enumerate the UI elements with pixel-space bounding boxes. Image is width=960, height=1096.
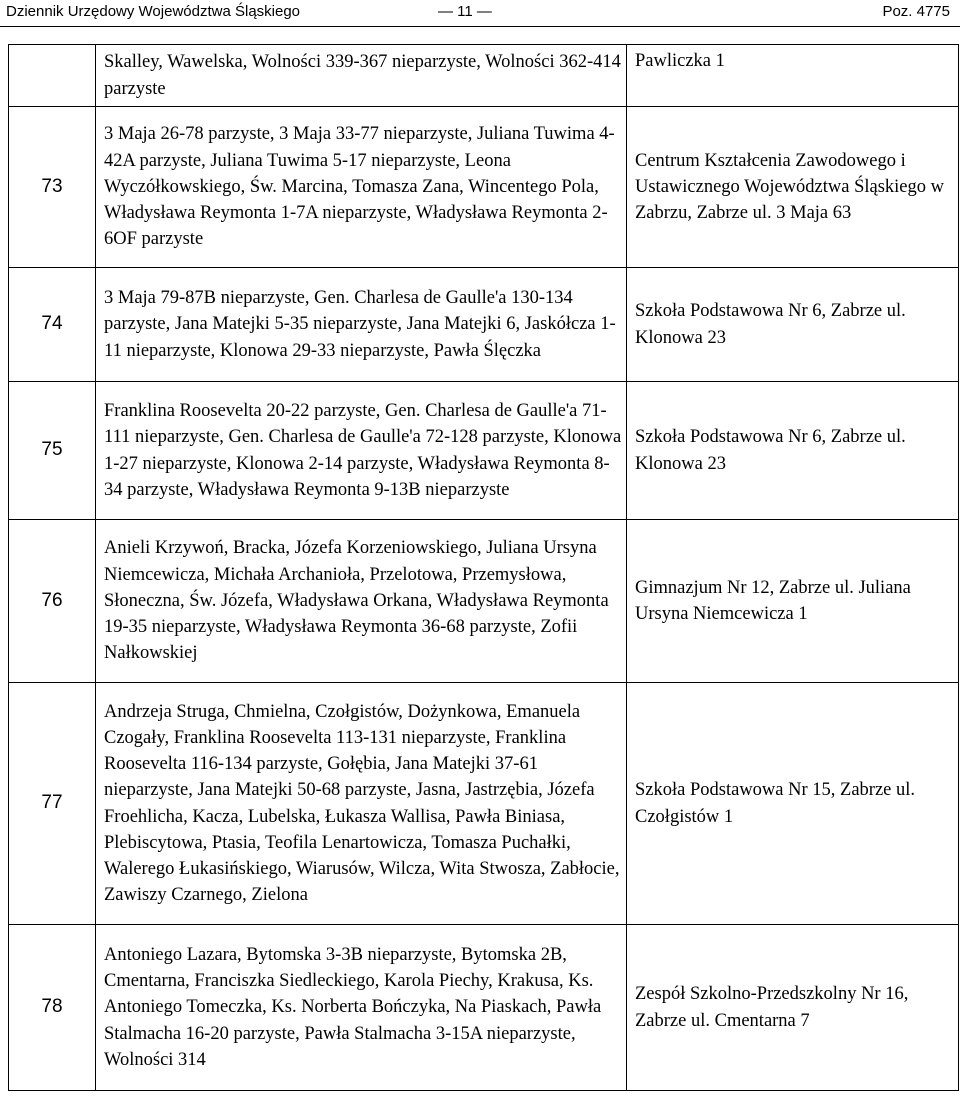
streets-cell: 3 Maja 79-87B nieparzyste, Gen. Charlesa de Gaulle'a 130-134 parzyste, Jana Matejki 5-35 nieparzyste, Jana Matejki 6, Jaskółcza 1-11 nieparzyste, Klonowa 29-33 nieparzyste, Pawła Ślęczka: [96, 268, 627, 382]
district-number: 77: [9, 683, 96, 925]
polling-place-cell: Szkoła Podstawowa Nr 15, Zabrze ul. Czołgistów 1: [627, 683, 959, 925]
position-number: Poz. 4775: [882, 3, 950, 20]
table-row: [9, 268, 959, 382]
streets-cell: Antoniego Lazara, Bytomska 3-3B nieparzyste, Bytomska 2B, Cmentarna, Franciszka Siedleckiego, Karola Piechy, Krakusa, Ks. Antoniego Tomeczka, Ks. Norberta Bończyka, Na Piaskach, Pawła Stalmacha 16-20 parzyste, Pawła Stalmacha 3-15A nieparzyste, Wolności 314: [96, 925, 627, 1091]
polling-place-cell: Zespół Szkolno-Przedszkolny Nr 16, Zabrze ul. Cmentarna 7: [627, 925, 959, 1091]
district-number: 73: [9, 107, 96, 268]
table-row: [9, 45, 959, 107]
streets-cell: Andrzeja Struga, Chmielna, Czołgistów, Dożynkowa, Emanuela Czogały, Franklina Roosevelta 113-131 nieparzyste, Franklina Roosevelta 116-134 parzyste, Gołębia, Jana Matejki 37-61 nieparzyste, Jana Matejki 50-68 parzyste, Jasna, Jastrzębia, Józefa Froehlicha, Kacza, Lubelska, Łukasza Wallisa, Pawła Biniasa, Plebiscytowa, Ptasia, Teofila Lenartowicza, Tomasza Puchałki, Walerego Łukasińskiego, Wiarusów, Wilcza, Wita Stwosza, Zabłocie, Zawiszy Czarnego, Zielona: [96, 683, 627, 925]
polling-place-cell: Gimnazjum Nr 12, Zabrze ul. Juliana Ursyna Niemcewicza 1: [627, 520, 959, 683]
district-number: [9, 45, 96, 107]
polling-place-cell: Szkoła Podstawowa Nr 6, Zabrze ul. Klonowa 23: [627, 268, 959, 382]
polling-place-cell: Centrum Kształcenia Zawodowego i Ustawicznego Województwa Śląskiego w Zabrzu, Zabrze ul. 3 Maja 63: [627, 107, 959, 268]
streets-cell: Franklina Roosevelta 20-22 parzyste, Gen. Charlesa de Gaulle'a 71-111 nieparzyste, Gen. Charlesa de Gaulle'a 72-128 parzyste, Klonowa 1-27 nieparzyste, Klonowa 2-14 parzyste, Władysława Reymonta 8-34 parzyste, Władysława Reymonta 9-13B nieparzyste: [96, 382, 627, 520]
table-row: [9, 107, 959, 268]
journal-title: Dziennik Urzędowy Województwa Śląskiego: [6, 3, 301, 20]
table-row: [9, 382, 959, 520]
district-number: 76: [9, 520, 96, 683]
streets-cell: Skalley, Wawelska, Wolności 339-367 nieparzyste, Wolności 362-414 parzyste: [96, 45, 627, 107]
districts-table: [8, 44, 959, 1091]
district-number: 75: [9, 382, 96, 520]
district-number: 78: [9, 925, 96, 1091]
header-rule: [0, 26, 960, 27]
streets-cell: 3 Maja 26-78 parzyste, 3 Maja 33-77 nieparzyste, Juliana Tuwima 4-42A parzyste, Juliana Tuwima 5-17 nieparzyste, Leona Wyczółkowskiego, Św. Marcina, Tomasza Zana, Wincentego Pola, Władysława Reymonta 1-7A nieparzyste, Władysława Reymonta 2-6OF parzyste: [96, 107, 627, 268]
table-row: [9, 520, 959, 683]
polling-place-cell: Szkoła Podstawowa Nr 6, Zabrze ul. Klonowa 23: [627, 382, 959, 520]
streets-cell: Anieli Krzywoń, Bracka, Józefa Korzeniowskiego, Juliana Ursyna Niemcewicza, Michała Archanioła, Przelotowa, Przemysłowa, Słoneczna, Św. Józefa, Władysława Orkana, Władysława Reymonta 19-35 nieparzyste, Władysława Reymonta 36-68 parzyste, Zofii Nałkowskiej: [96, 520, 627, 683]
page-header: [0, 0, 960, 30]
polling-place-cell: Pawliczka 1: [627, 45, 959, 107]
district-number: 74: [9, 268, 96, 382]
page-number: — 11 —: [438, 3, 492, 20]
table-row: [9, 683, 959, 925]
table-row: [9, 925, 959, 1091]
